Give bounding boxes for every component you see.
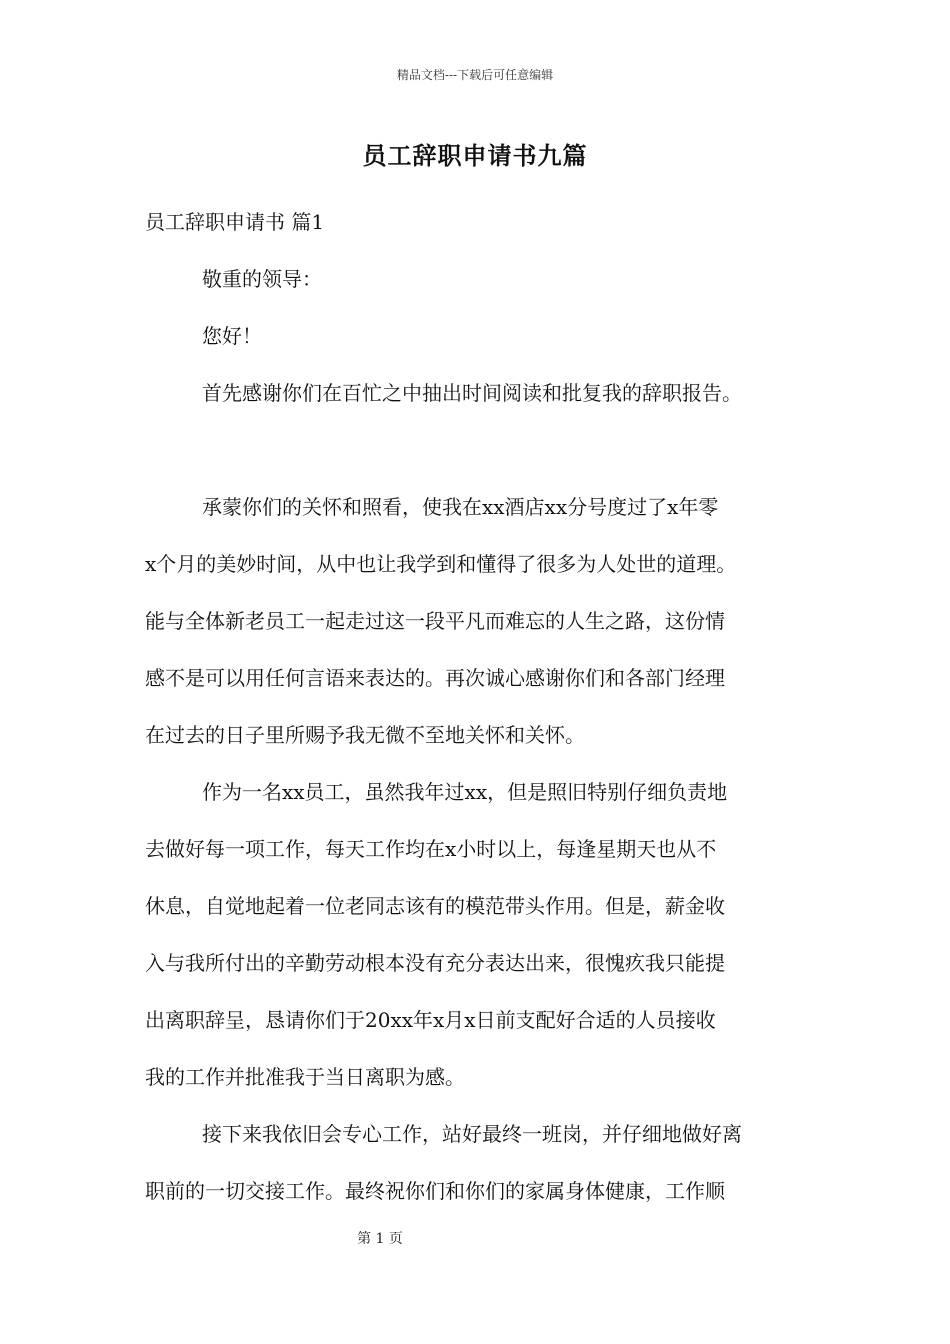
page-number: 第 1 页 xyxy=(357,1231,403,1247)
paragraph-line: 出离职辞呈，恳请你们于20xx年x月x日前支配好合适的人员接收 xyxy=(145,1008,716,1032)
document-title: 员工辞职申请书九篇 xyxy=(362,141,588,170)
paragraph-line: 入与我所付出的辛勤劳动根本没有充分表达出来，很愧疚我只能提 xyxy=(145,951,725,975)
paragraph-line: 承蒙你们的关怀和照看，使我在xx酒店xx分号度过了x年零 xyxy=(202,495,719,519)
paragraph-line: 我的工作并批准我于当日离职为感。 xyxy=(145,1065,465,1089)
paragraph-line: 作为一名xx员工，虽然我年过xx，但是照旧特别仔细负责地 xyxy=(202,780,728,804)
paragraph-line: 能与全体新老员工一起走过这一段平凡而难忘的人生之路，这份情 xyxy=(145,609,725,633)
paragraph-line: 休息，自觉地起着一位老同志该有的模范带头作用。但是，薪金收 xyxy=(145,894,725,918)
paragraph-gap xyxy=(145,428,810,485)
paragraph-line: x个月的美妙时间，从中也让我学到和懂得了很多为人处世的道理。 xyxy=(145,552,737,576)
paragraph-line: 感不是可以用任何言语来表达的。再次诚心感谢你们和各部门经理 xyxy=(145,666,725,690)
paragraph-line: 在过去的日子里所赐予我无微不至地关怀和关怀。 xyxy=(145,723,585,747)
greeting: 您好！ xyxy=(202,324,262,348)
paragraph-line: 接下来我依旧会专心工作，站好最终一班岗，并仔细地做好离 xyxy=(202,1122,742,1146)
salutation: 敬重的领导： xyxy=(202,267,322,291)
paragraph-line: 去做好每一项工作，每天工作均在x小时以上，每逢星期天也从不 xyxy=(145,837,717,861)
document-body xyxy=(145,200,810,1226)
paragraph-line: 职前的一切交接工作。最终祝你们和你们的家属身体健康，工作顺 xyxy=(145,1179,725,1203)
section-heading: 员工辞职申请书 篇1 xyxy=(145,210,325,234)
header-note: 精品文档---下载后可任意编辑 xyxy=(396,68,554,82)
opening-line: 首先感谢你们在百忙之中抽出时间阅读和批复我的辞职报告。 xyxy=(202,381,742,405)
